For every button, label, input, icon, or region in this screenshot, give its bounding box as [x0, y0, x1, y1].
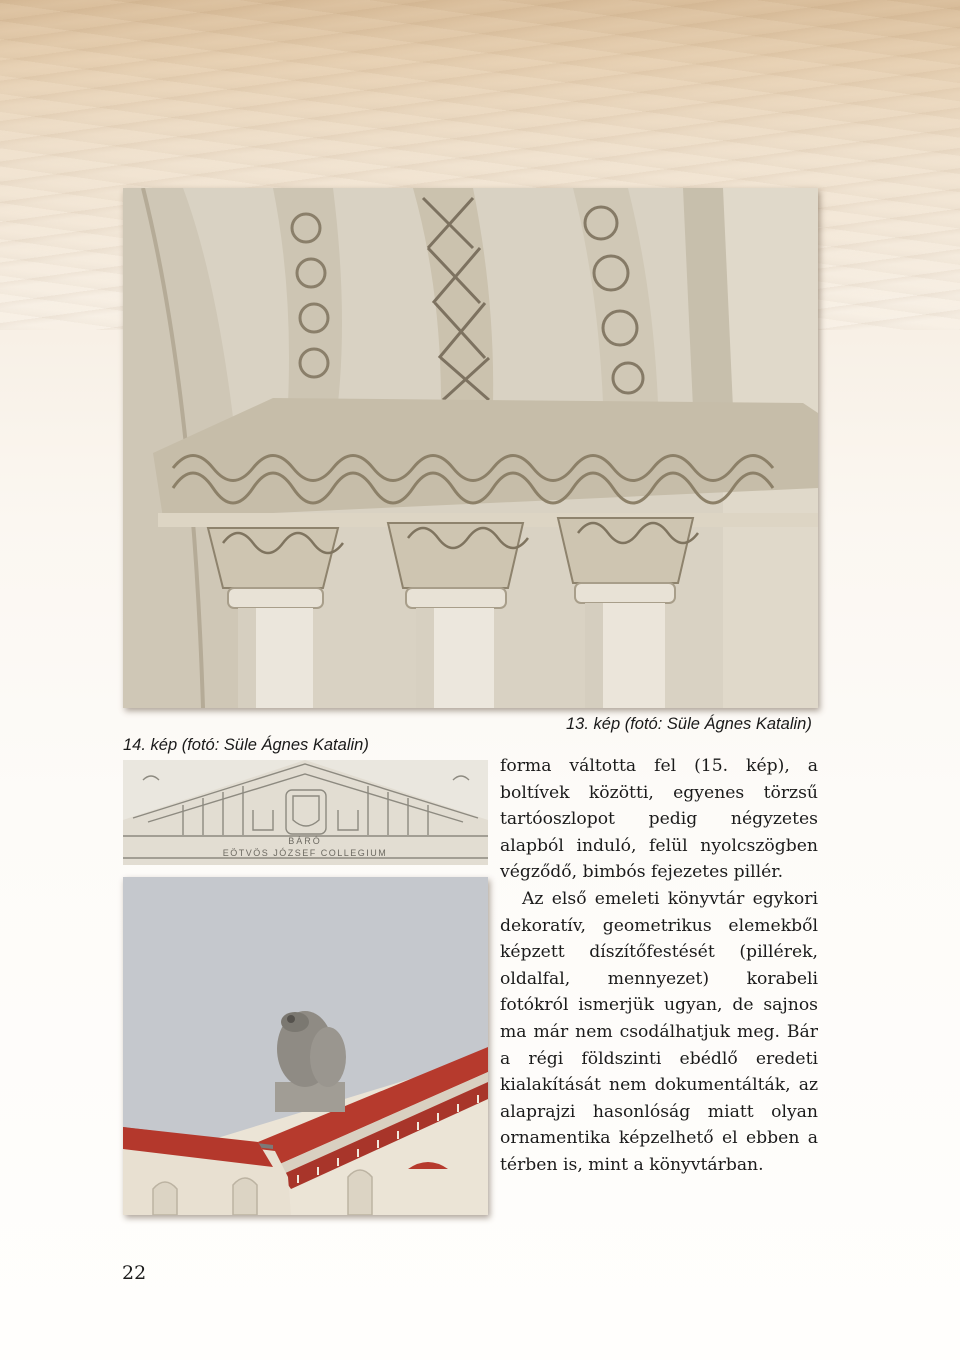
body-paragraph-2: Az első emeleti könyvtár egykori dekoratív, geometrikus elemekből képzett díszítőfestését (pillérek, oldalfal, mennyezet) korabeli fotókról ismerjük ugyan, de sajnos ma már nem csodálhatjuk meg. Bár a régi földszinti ebédlő eredeti kialakítását nem dokumentálták, az alaprajzi hasonlóság miatt olyan ornamentika képzelhető el ebben a térben is, mint a könyvtárban.	[500, 888, 818, 1175]
column-shafts	[238, 603, 665, 708]
photo-column-capitals	[123, 188, 818, 708]
page-number: 22	[122, 1262, 147, 1284]
caption-photo-14: 14. kép (fotó: Süle Ágnes Katalin)	[123, 736, 369, 754]
photo-owl-cornice	[123, 877, 488, 1215]
body-text	[500, 753, 818, 1179]
caption-photo-13: 13. kép (fotó: Süle Ágnes Katalin)	[566, 715, 812, 733]
inscription-collegium: EÖTVÖS JÓZSEF COLLEGIUM	[222, 848, 388, 858]
body-paragraph-1: forma váltotta fel (15. kép), a boltívek közötti, egyenes törzsű tartóoszlopot pedig négyzetes alapból induló, felül nyolcszögben végződő, bimbós fejezetes pillér.	[500, 756, 818, 883]
photo-pediment-inscription	[123, 760, 488, 865]
inscription-baro: BÁRÓ	[288, 836, 322, 846]
